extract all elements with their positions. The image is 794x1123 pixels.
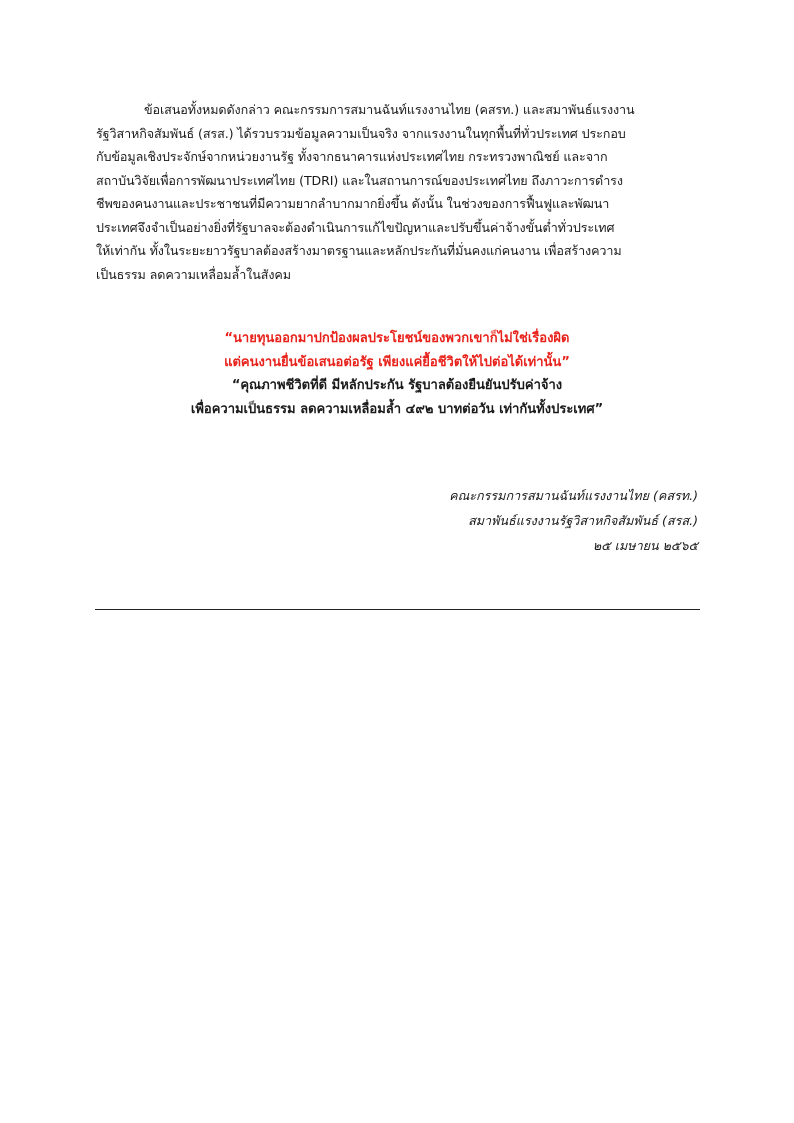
- paragraph-line: สถาบันวิจัยเพื่อการพัฒนาประเทศไทย (TDRI) และในสถานการณ์ของประเทศไทย ถึงภาวะการดำรง: [96, 172, 623, 188]
- red-quote-line-1: “นายทุนออกมาปกป้องผลประโยชน์ของพวกเขาก็ไม่ใช่เรื่องผิด: [224, 331, 570, 346]
- paragraph-line: ข้อเสนอทั้งหมดดังกล่าว คณะกรรมการสมานฉันท์แรงงานไทย (คสรท.) และสมาพันธ์แรงงาน: [144, 102, 635, 117]
- signature-block: [449, 483, 698, 558]
- paragraph-line: ประเทศจึงจำเป็นอย่างยิ่งที่รัฐบาลจะต้องดำเนินการแก้ไขปัญหาและปรับขึ้นค่าจ้างขั้นต่ำทั่วประเทศ: [96, 219, 615, 235]
- signature-date: ๒๕ เมษายน ๒๕๖๕: [592, 538, 698, 553]
- paragraph-line: กับข้อมูลเชิงประจักษ์จากหน่วยงานรัฐ ทั้งจากธนาคารแห่งประเทศไทย กระทรวงพาณิชย์ และจาก: [96, 149, 608, 164]
- paragraph-line: เป็นธรรม ลดความเหลื่อมล้ำในสังคม: [96, 266, 291, 282]
- quote-block: [0, 327, 794, 421]
- signatory-organization-2: สมาพันธ์แรงงานรัฐวิสาหกิจสัมพันธ์ (สรส.): [468, 513, 698, 528]
- slogan-line-1: “คุณภาพชีวิตที่ดี มีหลักประกัน รัฐบาลต้องยืนยันปรับค่าจ้าง: [231, 378, 563, 393]
- red-quote-line-2: แต่คนงานยื่นข้อเสนอต่อรัฐ เพียงแค่ยื้อชีวิตให้ไปต่อได้เท่านั้น”: [224, 354, 570, 370]
- signatory-organization-1: คณะกรรมการสมานฉันท์แรงงานไทย (คสรท.): [449, 488, 698, 503]
- paragraph-line: ให้เท่ากัน ทั้งในระยะยาวรัฐบาลต้องสร้างมาตรฐานและหลักประกันที่มั่นคงแก่คนงาน เพื่อสร้างความ: [96, 243, 622, 258]
- horizontal-divider: [95, 609, 700, 610]
- slogan-line-2: เพื่อความเป็นธรรม ลดความเหลื่อมล้ำ ๔๙๒ บาทต่อวัน เท่ากันทั้งประเทศ”: [190, 401, 604, 417]
- paragraph-line: ชีพของคนงานและประชาชนที่มีความยากลำบากมากยิ่งขึ้น ดังนั้น ในช่วงของการฟื้นฟูและพัฒนา: [96, 196, 610, 211]
- body-paragraph: [96, 98, 700, 286]
- paragraph-line: รัฐวิสาหกิจสัมพันธ์ (สรส.) ได้รวบรวมข้อมูลความเป็นจริง จากแรงงานในทุกพื้นที่ทั่วประเทศ ประกอบ: [96, 125, 626, 141]
